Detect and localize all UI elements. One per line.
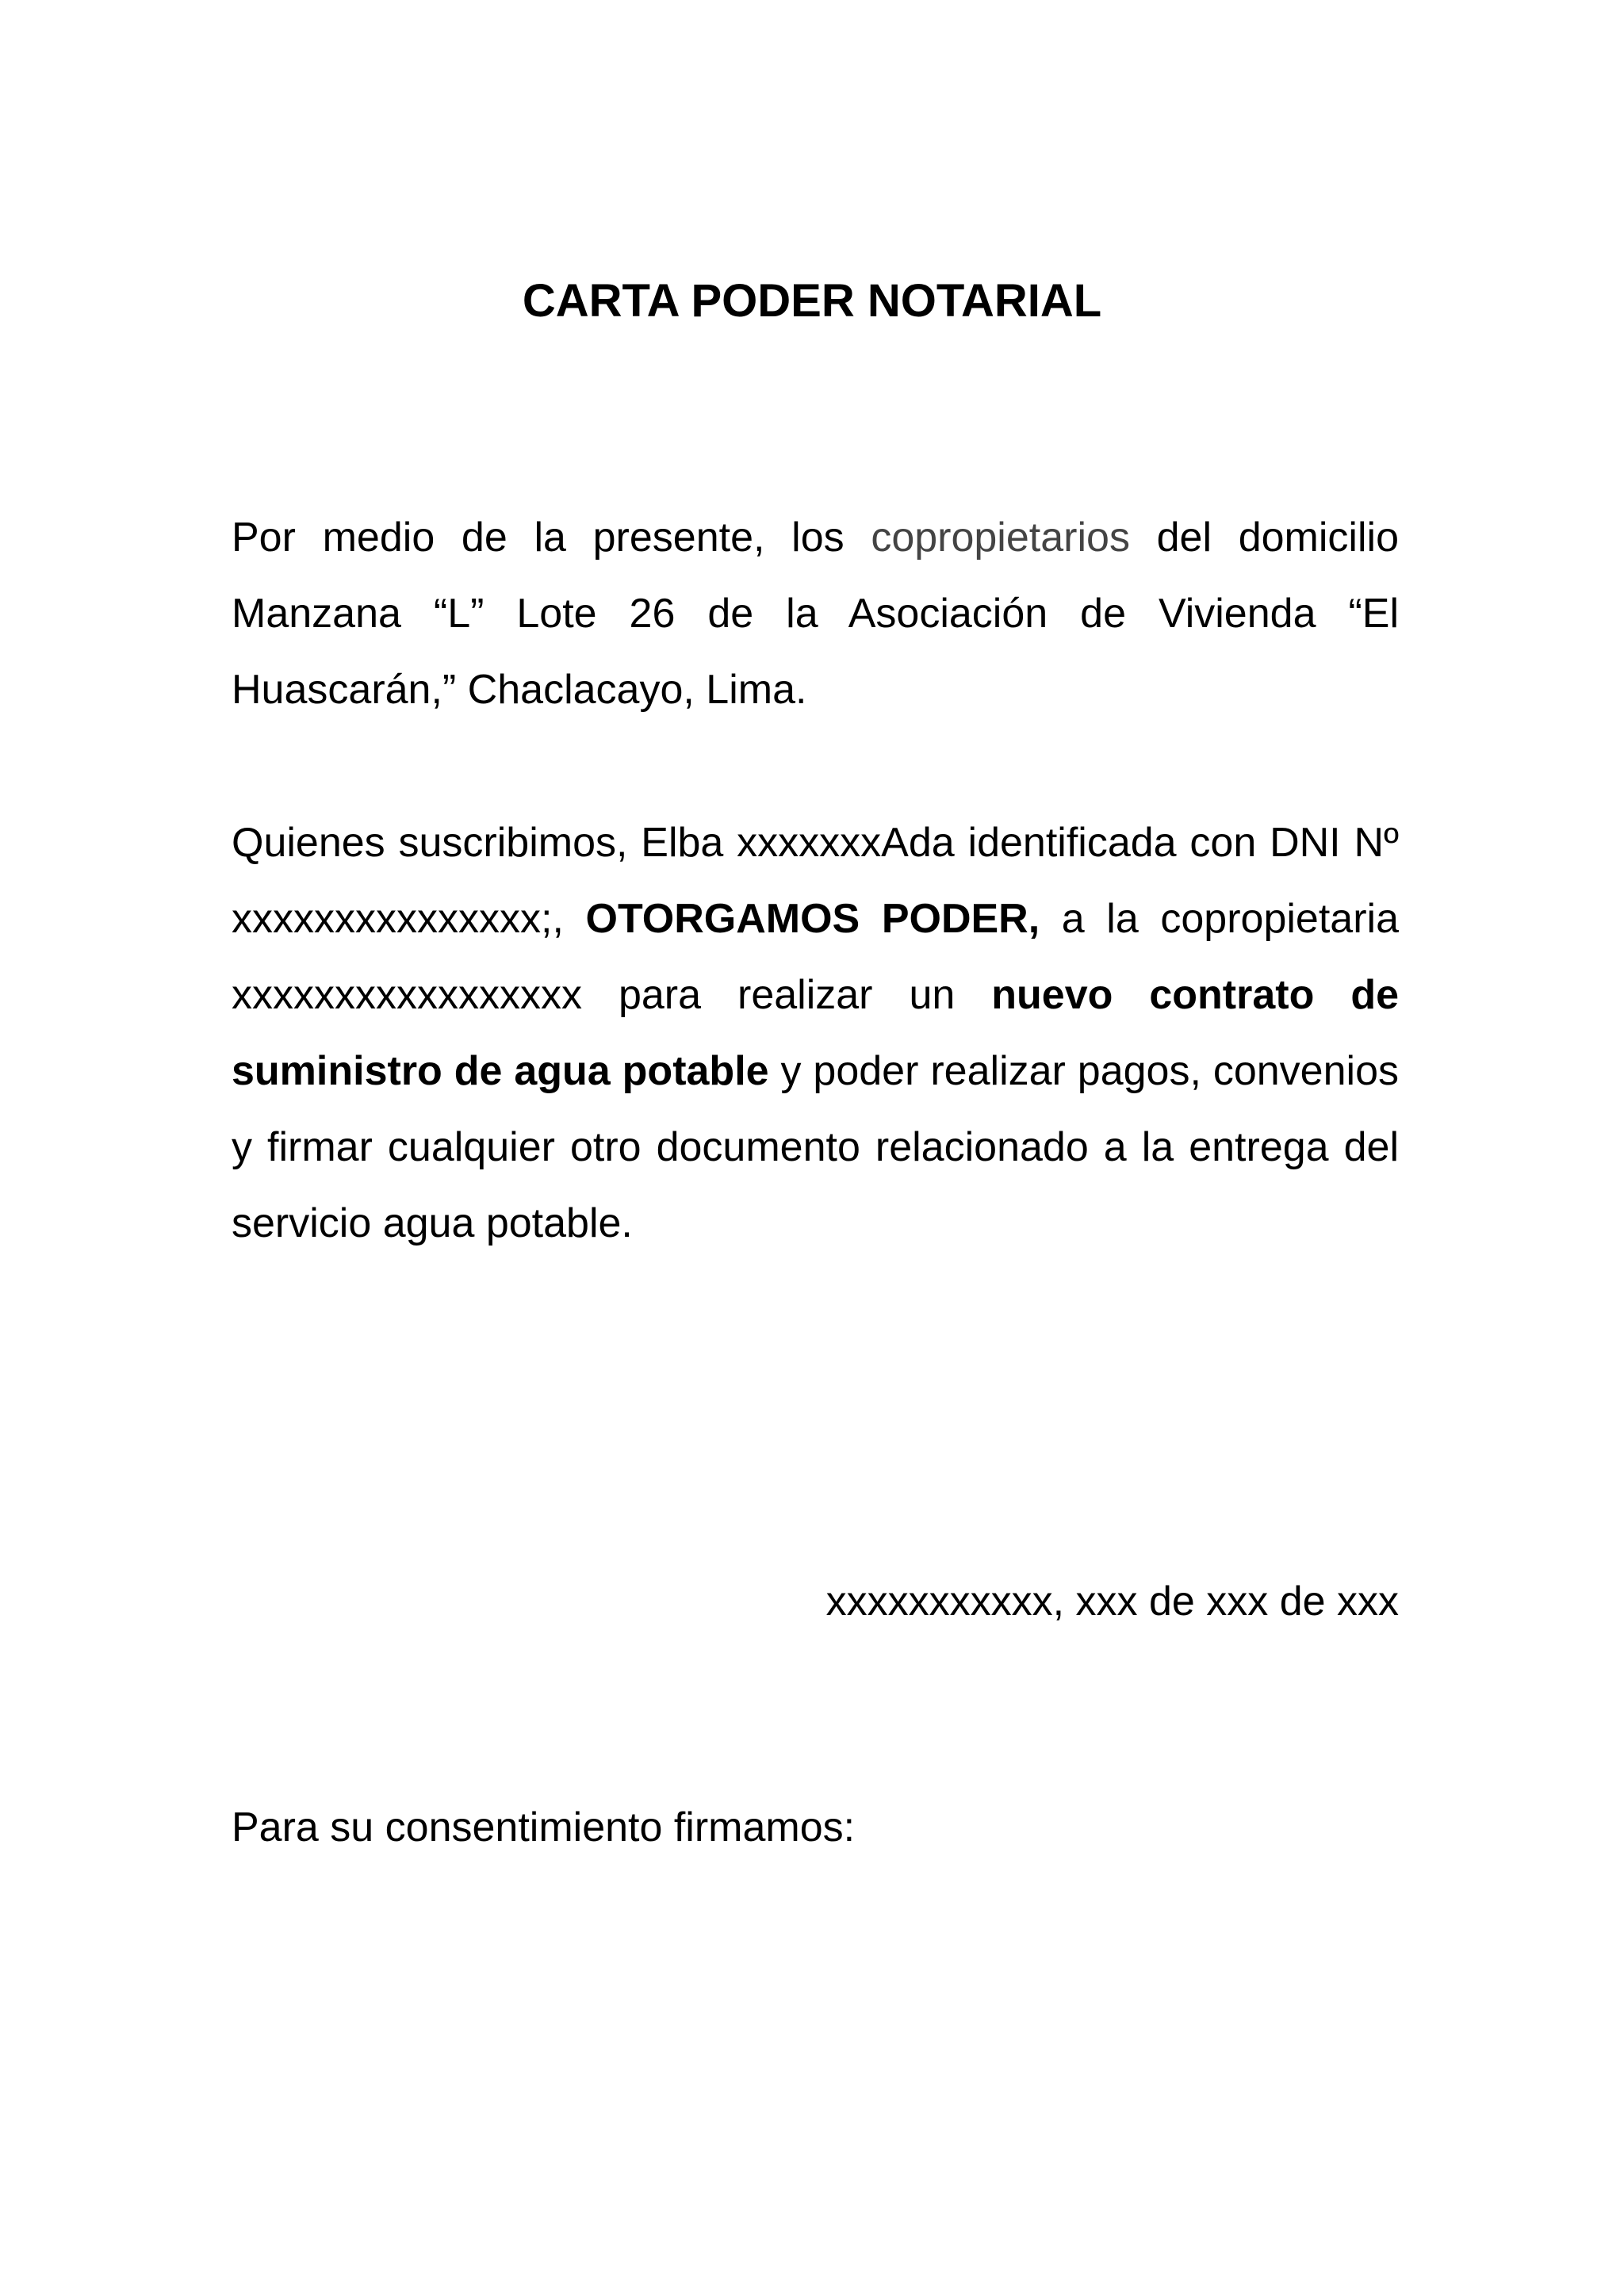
date-line: xxxxxxxxxxx, xxx de xxx de xxx — [825, 1578, 1399, 1624]
paragraph-power-text-2: a la copropietaria xxxxxxxxxxxxxxxxx para realizar un — [232, 896, 1399, 1018]
document-title: CARTA PODER NOTARIAL — [522, 275, 1102, 327]
paragraph-power-bold-grant: OTORGAMOS PODER, — [585, 896, 1040, 942]
paragraph-address-copropietarios: copropietarios — [871, 515, 1130, 561]
paragraph-power-text-1: Quienes suscribimos, Elba xxxxxxxAda identificada con DNI Nº xxxxxxxxxxxxxxx;, — [232, 820, 1399, 942]
paragraph-power-bold-contract: nuevo contrato de suministro de agua potable — [232, 972, 1400, 1094]
paragraph-address-text-1: Por medio de la presente, los — [232, 515, 871, 561]
paragraph-power-grant — [232, 805, 1399, 1261]
closing-line: Para su consentimiento firmamos: — [232, 1804, 856, 1850]
paragraph-address — [232, 499, 1399, 728]
paragraph-power-text-3: y poder realizar pagos, convenios y firmar cualquier otro documento relacionado a la entrega del servicio agua potable. — [232, 1048, 1399, 1246]
paragraph-address-text-2: del domicilio Manzana “L” Lote 26 de la Asociación de Vivienda “El Huascarán,” Chaclacayo, Lima. — [232, 515, 1400, 713]
